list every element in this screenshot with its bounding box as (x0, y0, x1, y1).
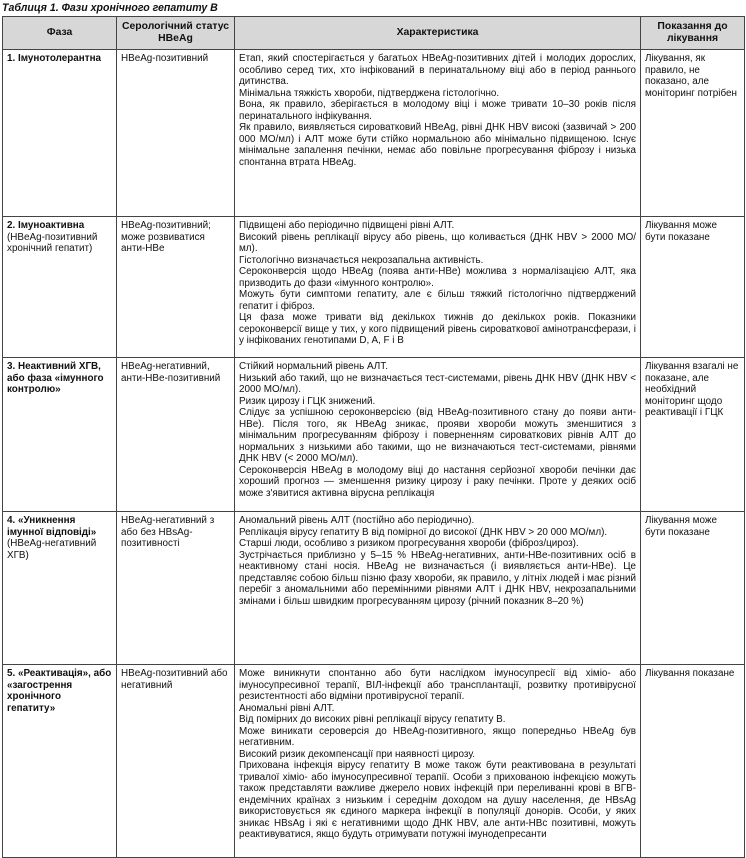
characteristic-line: Слідує за успішною сероконверсією (від HBeAg-позитивного стану до появи анти-HBe). Після того, як HBeAg зникає, прояви хвороби можуть зменшитися з мінімальним прогресуванням фіброзу і поверненням сироваткових рівнів АЛТ до нормальних з низькими або такими, що не визначаються тест-системами, рівнями ДНК HBV (< 2000 МО/мл). (239, 407, 636, 464)
table-row (3, 50, 745, 217)
characteristic-line: Може виникати сероверсія до HBeAg-позитивного, якщо попередньо HBeAg був негативним. (239, 725, 636, 748)
serology-cell: HBeAg-негативний, анти-HBe-позитивний (117, 358, 235, 512)
phase-subtitle: (HBeAg-позитивний хронічний гепатит) (7, 231, 98, 254)
table-row (3, 665, 745, 858)
indication-cell: Лікування взагалі не показане, але необхідний моніторинг щодо реактивації і ГЦК (641, 358, 745, 512)
characteristic-line: Аномальний рівень АЛТ (постійно або періодично). (239, 515, 475, 526)
phase-cell (3, 665, 117, 858)
serology-cell: HBeAg-позитивний; може розвиватися анти-HBe (117, 217, 235, 358)
characteristic-line: Можуть бути симптоми гепатиту, але є більш тяжкий гістологічно підтверджений гепатит і фіброз. (239, 289, 636, 312)
characteristics-cell (235, 512, 641, 665)
hepatitis-phases-table (2, 16, 745, 858)
characteristics-cell (235, 217, 641, 358)
header-serology: Серологічний статус HBeAg (117, 17, 235, 50)
characteristic-line: Підвищені або періодично підвищені рівні АЛТ. (239, 220, 455, 231)
characteristic-line: Сероконверсія щодо HBeAg (поява анти-HBe) можлива з нормалізацією АЛТ, яка призводить до фази «імунного контролю». (239, 266, 636, 289)
characteristic-line: Зустрічається приблизно у 5–15 % HBeAg-негативних, анти-HBe-позитивних осіб в неактивному стані носія. HBeAg не визначається (і виявляється анти-HBe). Це представляє собою більш пізню фазу хвороби, як правило, у літніх людей і має різний перебіг з аномальними або перемінними рівнями АЛТ і ДНК HBV, некрозапальними змінами і більш швидким прогресуванням цирозу (річний показник 8–20 %) (239, 549, 636, 607)
header-indication: Показання до лікування (641, 17, 745, 50)
characteristic-line: Сероконверсія HBeAg в молодому віці до настання серйозної хвороби печінки дає хороший прогноз — зменшення ризику цирозу і раку печінки. Проте у деяких осіб може з'явитися активна вірусна реплікація (239, 464, 636, 499)
characteristic-line: Старші люди, особливо з ризиком прогресування хвороби (фіброз/цироз). (239, 538, 579, 549)
characteristic-line: Реплікація вірусу гепатиту В від помірної до високої (ДНК HBV > 20 000 МО/мл). (239, 526, 608, 538)
characteristics-cell (235, 665, 641, 858)
characteristic-line: Низький або такий, що не визначається тест-системами, рівень ДНК HBV (ДНК HBV < 2000 МО/мл). (239, 372, 636, 395)
characteristic-line: Прихована інфекція вірусу гепатиту В може також бути реактивована в результаті тривалої хіміо- або імуносупресивної терапії. Особи з прихованою інфекцією можуть також представляти важливе джерело нових інфекцій при переливанні крові в ВГВ-ендемічних країнах з низьким і середнім доходом на душу населення, де HBsAg використовується як єдиного маркера інфекції в популяції донорів. Особи, у яких зникає HBsAg і які є негативними щодо ДНК HBV, але анти-HBc позитивні, можуть реактивуватися, якщо будуть отримувати потужні імунодепресанти (239, 760, 636, 840)
phase-name: 4. «Уникнення імунної відповіді» (7, 515, 97, 538)
table-caption: Таблиця 1. Фази хронічного гепатиту В (2, 2, 218, 14)
serology-cell: HBeAg-негативний з або без HBsAg-позитивності (117, 512, 235, 665)
serology-cell: HBeAg-позитивний або негативний (117, 665, 235, 858)
characteristics-cell (235, 358, 641, 512)
phase-name: 5. «Реактивація», або «загострення хронічного гепатиту» (7, 668, 112, 714)
phase-subtitle: (HBeAg-негативний ХГВ) (7, 538, 97, 561)
characteristic-line: Від помірних до високих рівні реплікації вірусу гепатиту В. (239, 714, 506, 725)
indication-cell: Лікування може бути показане (641, 217, 745, 358)
phase-name: 1. Імунотолерантна (7, 53, 102, 64)
characteristic-line: Стійкий нормальний рівень АЛТ. (239, 361, 388, 372)
phase-cell (3, 512, 117, 665)
characteristics-cell (235, 50, 641, 217)
characteristic-line: Ця фаза може тривати від декількох тижнів до декількох років. Показники сероконверсії вище у тих, у кого підвищений рівень сироваткової амінотрансферази, і у інфікованих генотипами D, A, F і B (239, 312, 636, 346)
characteristic-line: Гістологічно визначається некрозапальна активність. (239, 254, 484, 266)
characteristic-line: Високий рівень реплікації вірусу або рівень, що коливається (ДНК HBV > 2000 МО/мл). (239, 231, 636, 254)
table-row (3, 217, 745, 358)
characteristic-line: Може виникнути спонтанно або бути наслідком імуносупресії від хіміо- або імуносупресивної терапії, ВІЛ-інфекції або трансплантації, розвитку противірусної резистентності або відміни противірусної терапії. (239, 668, 636, 702)
characteristic-line: Ризик цирозу і ГЦК знижений. (239, 395, 376, 407)
phase-cell (3, 358, 117, 512)
header-characteristics: Характеристика (235, 17, 641, 50)
characteristic-line: Високий ризик декомпенсації при наявності цирозу. (239, 748, 476, 760)
phase-name: 2. Імуноактивна (7, 220, 85, 231)
serology-cell: HBeAg-позитивний (117, 50, 235, 217)
phase-cell (3, 217, 117, 358)
table-row (3, 512, 745, 665)
table-body (3, 50, 745, 858)
indication-cell: Лікування показане (641, 665, 745, 858)
indication-cell: Лікування, як правило, не показано, але моніторинг потрібен (641, 50, 745, 217)
header-phase: Фаза (3, 17, 117, 50)
characteristic-line: Вона, як правило, зберігається в молодому віці і може тривати 10–30 років після перинатального інфікування. (239, 99, 636, 122)
phase-cell (3, 50, 117, 217)
characteristic-line: Мінімальна тяжкість хвороби, підтверджена гістологічно. (239, 87, 500, 99)
characteristic-line: Етап, який спостерігається у багатьох HBeAg-позитивних дітей і молодих дорослих, особливо серед тих, хто інфікований в перинатальному віці або в період раннього дитинства. (239, 53, 636, 87)
characteristic-line: Як правило, виявляється сироватковий HBeAg, рівні ДНК HBV високі (зазвичай > 200 000 МО/мл) і АЛТ може бути стійко нормальною або мінімально підвищеною. Існує мінімальне запалення печінки, немає або повільне прогресування фіброзу і низька спонтанна втрата HBeAg. (239, 122, 636, 168)
phase-name: 3. Неактивний ХГВ, або фаза «імунного контролю» (7, 361, 104, 395)
table-header-row (3, 17, 745, 50)
characteristic-line: Аномальні рівні АЛТ. (239, 702, 335, 714)
indication-cell: Лікування може бути показане (641, 512, 745, 665)
table-row (3, 358, 745, 512)
